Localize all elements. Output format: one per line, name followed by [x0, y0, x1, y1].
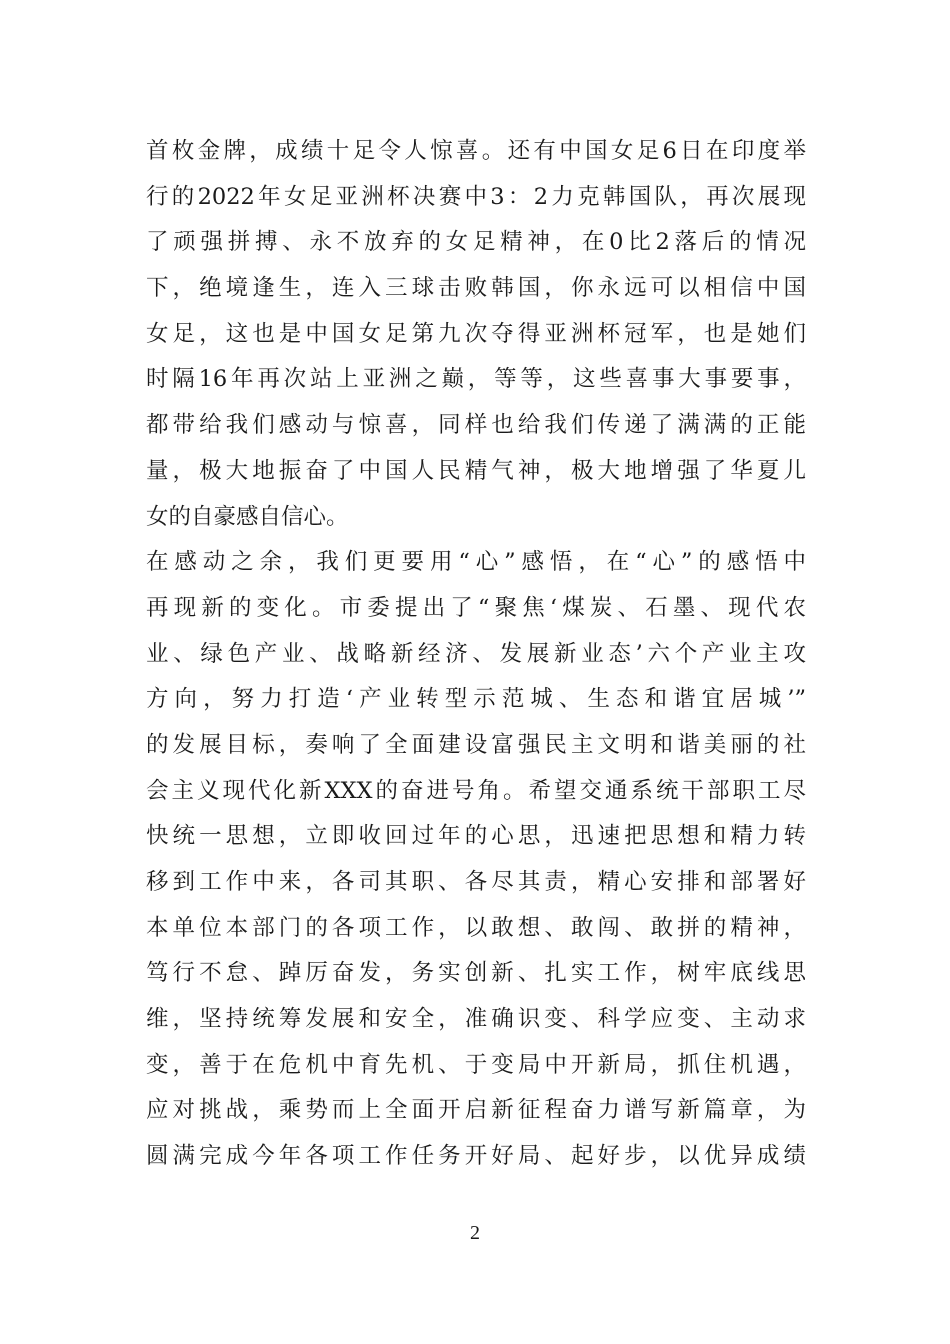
text-line: 业、绿色产业、战略新经济、发展新业态’六个产业主攻	[146, 640, 806, 667]
text-line: 在感动之余，我们更要用“心”感悟，在“心”的感悟中	[146, 549, 806, 576]
page-number: 2	[470, 1222, 480, 1244]
text-line: 变，善于在危机中育先机、于变局中开新局，抓住机遇，	[146, 1051, 806, 1078]
text-line: 首枚金牌，成绩十足令人惊喜。还有中国女足6日在印度举	[146, 138, 806, 164]
text-line: 女的自豪感自信心。	[146, 503, 349, 530]
text-line: 下，绝境逢生，连入三球击败韩国，你永远可以相信中国	[146, 275, 806, 302]
text-line: 快统一思想，立即收回过年的心思，迅速把思想和精力转	[146, 823, 806, 850]
body-text	[146, 129, 806, 1180]
text-line: 都带给我们感动与惊喜，同样也给我们传递了满满的正能	[146, 412, 806, 439]
text-line: 应对挑战，乘势而上全面开启新征程奋力谱写新篇章，为	[146, 1097, 806, 1124]
text-line: 本单位本部门的各项工作，以敢想、敢闯、敢拼的精神，	[146, 914, 806, 941]
text-line: 方向，努力打造‘产业转型示范城、生态和谐宜居城’”	[146, 686, 806, 713]
text-line: 移到工作中来，各司其职、各尽其责，精心安排和部署好	[146, 869, 806, 895]
text-line: 量，极大地振奋了中国人民精气神，极大地增强了华夏儿	[146, 457, 806, 484]
text-line: 女足，这也是中国女足第九次夺得亚洲杯冠军，也是她们	[146, 320, 806, 347]
text-line: 维，坚持统筹发展和安全，准确识变、科学应变、主动求	[146, 1006, 806, 1033]
text-line: 笃行不怠、踔厉奋发，务实创新、扎实工作，树牢底线思	[146, 960, 806, 987]
text-line: 圆满完成今年各项工作任务开好局、起好步，以优异成绩	[146, 1143, 806, 1170]
text-line: 了顽强拼搏、永不放弃的女足精神，在0比2落后的情况	[146, 229, 806, 256]
text-line: 时隔16年再次站上亚洲之巅，等等，这些喜事大事要事，	[146, 366, 806, 393]
text-line: 行的2022年女足亚洲杯决赛中3：2力克韩国队，再次展现	[146, 183, 806, 210]
text-line: 会主义现代化新XXX的奋进号角。希望交通系统干部职工尽	[146, 777, 806, 804]
text-line: 的发展目标，奏响了全面建设富强民主文明和谐美丽的社	[146, 731, 806, 758]
text-line: 再现新的变化。市委提出了“聚焦‘煤炭、石墨、现代农	[146, 594, 806, 621]
